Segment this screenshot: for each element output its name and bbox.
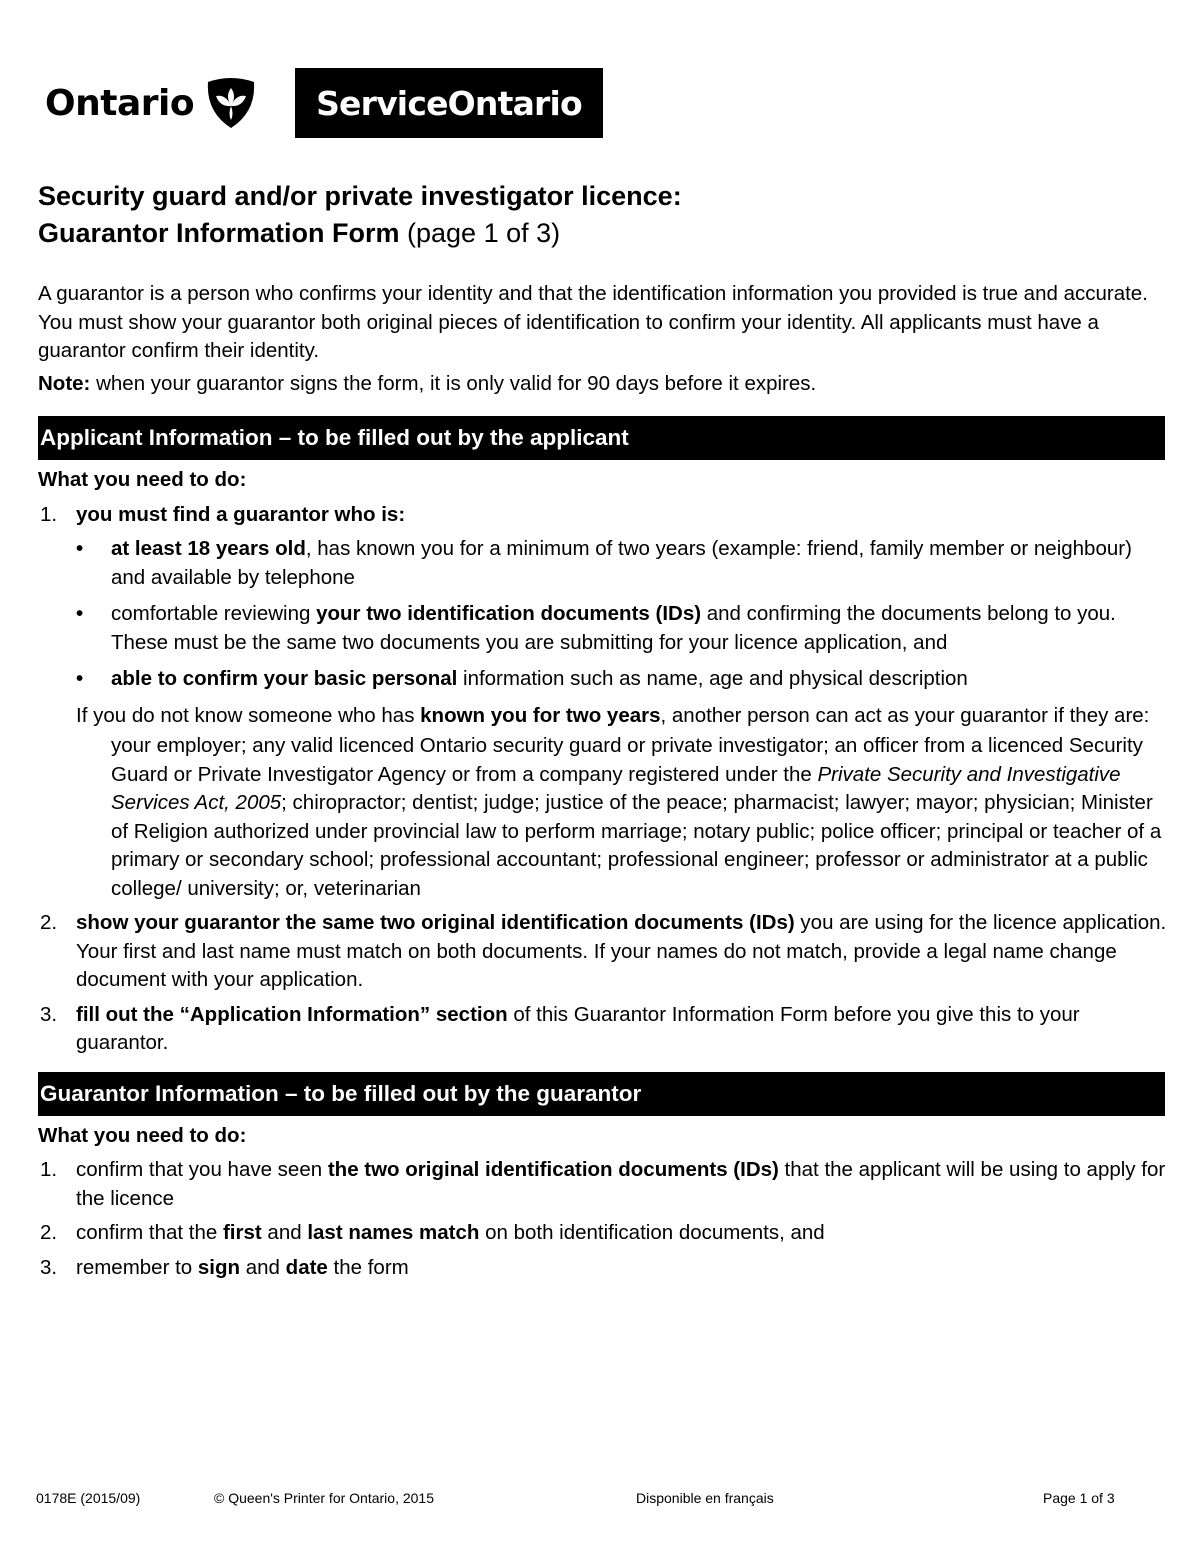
g-step3-bold1: sign — [197, 1255, 241, 1279]
guarantor-step-2 — [38, 1219, 1168, 1248]
alt-list-post: ; chiropractor; dentist; judge; justice of the peace; pharmacist; lawyer; mayor; physician; Minister of Religion authorized under provincial law to perform marriage; notary public; police officer; principal or teacher of a primary or secondary school; professional accountant; professional engineer; professor or administrator at a public college/ university; or, veterinarian — [111, 791, 1162, 900]
requirement-info-text: information such as name, age and physical description — [457, 667, 968, 690]
applicant-section-header: Applicant Information – to be filled out by the applicant — [38, 416, 1165, 460]
step-number: 3. — [40, 1255, 58, 1279]
guarantor-steps — [38, 1156, 1168, 1282]
intro-paragraph: A guarantor is a person who confirms your identity and that the identification information you provided is true and accurate. You must show your guarantor both original pieces of identification to confirm your identity. All applicants must have a guarantor confirm their identity. — [38, 282, 1148, 362]
step1-heading: you must find a guarantor who is: — [76, 502, 406, 526]
note-paragraph — [38, 370, 1168, 399]
g-step2-pre: confirm that the — [76, 1221, 223, 1244]
act-name: Private Security and Investigative Services Act, 2005 — [111, 762, 1121, 814]
applicant-step-3 — [38, 1001, 1168, 1058]
g-step1-post: that the applicant will be using to apply for the licence — [76, 1158, 1166, 1210]
guarantor-subheading: What you need to do: — [38, 1123, 247, 1147]
logo-row — [45, 68, 582, 138]
guarantor-step-3 — [38, 1254, 1168, 1283]
g-step3-mid: and — [240, 1255, 286, 1279]
requirement-ids-pre: comfortable reviewing — [111, 602, 317, 625]
alternate-guarantor-list — [76, 732, 1168, 903]
g-step1-bold: the two original identification documents (IDs) — [327, 1158, 779, 1181]
step-number: 1. — [40, 1158, 58, 1181]
applicant-step-1 — [38, 501, 1168, 904]
title-line1: Security guard and/or private investigator licence: — [38, 181, 682, 211]
page-number: Page 1 of 3 — [1043, 1490, 1115, 1506]
g-step1-pre: confirm that you have seen — [76, 1158, 328, 1181]
copyright: © Queen's Printer for Ontario, 2015 — [214, 1490, 434, 1506]
alt-pre: If you do not know someone who has — [76, 703, 421, 727]
alternate-guarantor-intro — [76, 702, 1168, 731]
title-line2-bold: Guarantor Information Form — [38, 218, 400, 248]
alt-post: , another person can act as your guarantor if they are: — [660, 703, 1150, 727]
requirement-ids — [76, 600, 1168, 657]
requirement-age-bold: at least 18 years old — [111, 537, 306, 560]
trillium-logo-icon — [204, 76, 258, 130]
step2-bold: show your guarantor the same two original identification documents (IDs) — [76, 911, 795, 934]
g-step2-post: on both identification documents, and — [479, 1221, 825, 1244]
requirement-info-bold: able to confirm your basic personal — [111, 667, 458, 690]
requirement-age-text: , has known you for a minimum of two years (example: friend, family member or neighbour) and available by telephone — [111, 537, 1132, 589]
form-number: 0178E (2015/09) — [36, 1490, 141, 1506]
step3-text: of this Guarantor Information Form before you give this to your guarantor. — [76, 1002, 1080, 1054]
step-number: 3. — [40, 1002, 58, 1026]
g-step2-bold1: first — [222, 1221, 262, 1244]
service-ontario-logo: ServiceOntario — [295, 68, 603, 138]
guarantor-requirements-list — [76, 535, 1168, 694]
form-title — [38, 178, 682, 252]
step2-text: you are using for the licence application. Your first and last name must match on both documents. If your names do not match, provide a legal name change document with your application. — [76, 911, 1167, 991]
guarantor-section-header: Guarantor Information – to be filled out by the guarantor — [38, 1072, 1165, 1116]
step-number: 2. — [40, 911, 58, 934]
applicant-step-2 — [38, 909, 1168, 995]
step-number: 1. — [40, 502, 58, 526]
french-availability: Disponible en français — [636, 1490, 774, 1506]
step3-bold: fill out the “Application Information” section — [76, 1002, 508, 1026]
applicant-steps — [38, 501, 1168, 1058]
form-content — [38, 280, 1168, 1288]
g-step3-pre: remember to — [76, 1255, 198, 1279]
g-step2-mid: and — [261, 1221, 308, 1244]
g-step3-post: the form — [327, 1255, 409, 1279]
note-label: Note: — [38, 371, 91, 395]
g-step3-bold2: date — [285, 1255, 328, 1279]
step-number: 2. — [40, 1221, 58, 1244]
guarantor-step-1 — [38, 1156, 1168, 1213]
requirement-age — [76, 535, 1168, 592]
note-text: when your guarantor signs the form, it is only valid for 90 days before it expires. — [90, 371, 817, 395]
requirement-personal-info — [76, 665, 1168, 694]
title-line2-rest: (page 1 of 3) — [399, 218, 561, 248]
ontario-wordmark: Ontario — [45, 82, 195, 124]
requirement-ids-bold: your two identification documents (IDs) — [316, 602, 702, 625]
applicant-subheading: What you need to do: — [38, 468, 247, 491]
g-step2-bold2: last names match — [307, 1221, 480, 1244]
requirement-ids-post: and confirming the documents belong to you. These must be the same two documents you are submitting for your licence application, and — [111, 602, 1116, 654]
alt-list-pre: your employer; any valid licenced Ontario security guard or private investigator; an officer from a licenced Security Guard or Private Investigator Agency or from a company registered under the — [111, 734, 1143, 786]
alt-bold: known you for two years — [420, 703, 661, 727]
